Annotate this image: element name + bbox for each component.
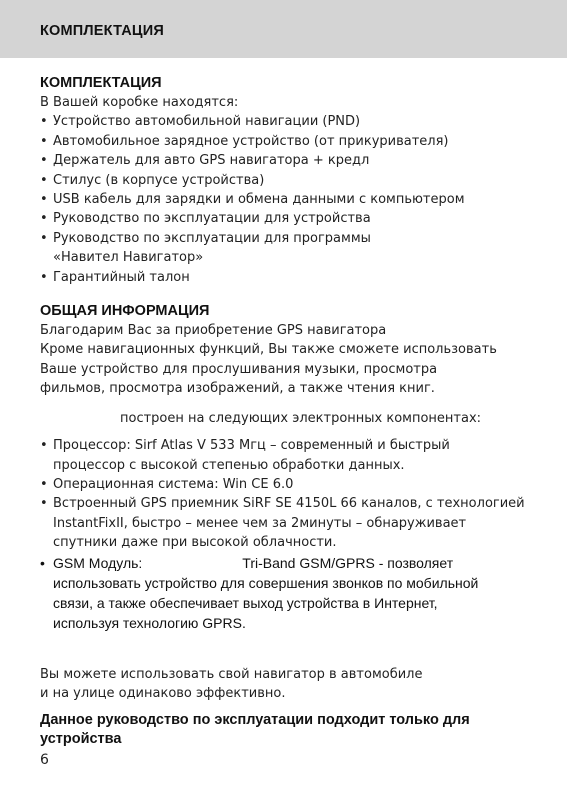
kit-item: • Гарантийный талон [40, 268, 540, 287]
specs-list-gsm [40, 553, 540, 573]
spec-cpu-cont: процессор с высокой степенью обработки данных. [53, 457, 405, 473]
kit-heading: КОМПЛЕКТАЦИЯ [40, 75, 162, 91]
usage-para-line: Вы можете использовать свой навигатор в автомобиле [40, 666, 423, 682]
kit-item: • Устройство автомобильной навигации (PND) [40, 112, 540, 131]
spec-gsm-cont: использовать устройство для совершения звонков по мобильной [53, 574, 479, 591]
spec-gsm-cont: используя технологию GPRS. [53, 614, 246, 631]
general-heading: ОБЩАЯ ИНФОРМАЦИЯ [40, 303, 210, 320]
spec-gps-cont: спутники даже при высокой облачности. [53, 535, 337, 551]
kit-item: • Держатель для авто GPS навигатора + кредл [40, 151, 540, 170]
general-para-line: Благодарим Вас за приобретение GPS навигатора [40, 323, 387, 339]
kit-item: • Стилус (в корпусе устройства) [40, 171, 540, 190]
general-para-line: Кроме навигационных функций, Вы также сможете использовать [40, 342, 497, 358]
kit-list [40, 112, 540, 248]
kit-item: • USB кабель для зарядки и обмена данными с компьютером [40, 190, 540, 209]
gsm-label: GSM Модуль: [53, 554, 143, 571]
gsm-text: Tri-Band GSM/GPRS - позволяет [242, 554, 454, 571]
page-header-title: КОМПЛЕКТАЦИЯ [40, 23, 164, 39]
page-number: 6 [40, 752, 49, 768]
general-para-line: фильмов, просмотра изображений, а также чтения книг. [40, 381, 435, 397]
general-para-line: Ваше устройство для прослушивания музыки, просмотра [40, 361, 438, 377]
specs-list [40, 436, 540, 455]
spec-gsm-cont: связи, а также обеспечивает выход устройства в Интернет, [53, 594, 438, 611]
specs-list-os [40, 475, 540, 514]
kit-item-continuation: «Навител Навигатор» [53, 250, 204, 266]
kit-item: • Руководство по эксплуатации для устройства [40, 209, 540, 228]
kit-intro: В Вашей коробке находятся: [40, 95, 239, 110]
warning-line: устройства [40, 731, 122, 748]
spec-gsm [40, 553, 540, 573]
page-content [40, 74, 540, 749]
kit-list-tail [40, 268, 540, 287]
components-intro: построен на следующих электронных компонентах: [120, 410, 482, 426]
spec-gps: • Встроенный GPS приемник SiRF SE 4150L 66 каналов, с технологией [40, 494, 540, 513]
spec-os: • Операционная система: Win CE 6.0 [40, 475, 540, 494]
spec-gps-cont: InstantFixII, быстро – менее чем за 2минуты – обнаруживает [53, 515, 467, 531]
kit-item: • Автомобильное зарядное устройство (от прикуривателя) [40, 132, 540, 151]
kit-item: • Руководство по эксплуатации для программы [40, 229, 540, 248]
usage-para-line: и на улице одинаково эффективно. [40, 685, 286, 701]
warning-line: Данное руководство по эксплуатации подходит только для [40, 712, 470, 729]
header-band [0, 0, 567, 58]
spec-cpu: • Процессор: Sirf Atlas V 533 Мгц – современный и быстрый [40, 436, 540, 455]
